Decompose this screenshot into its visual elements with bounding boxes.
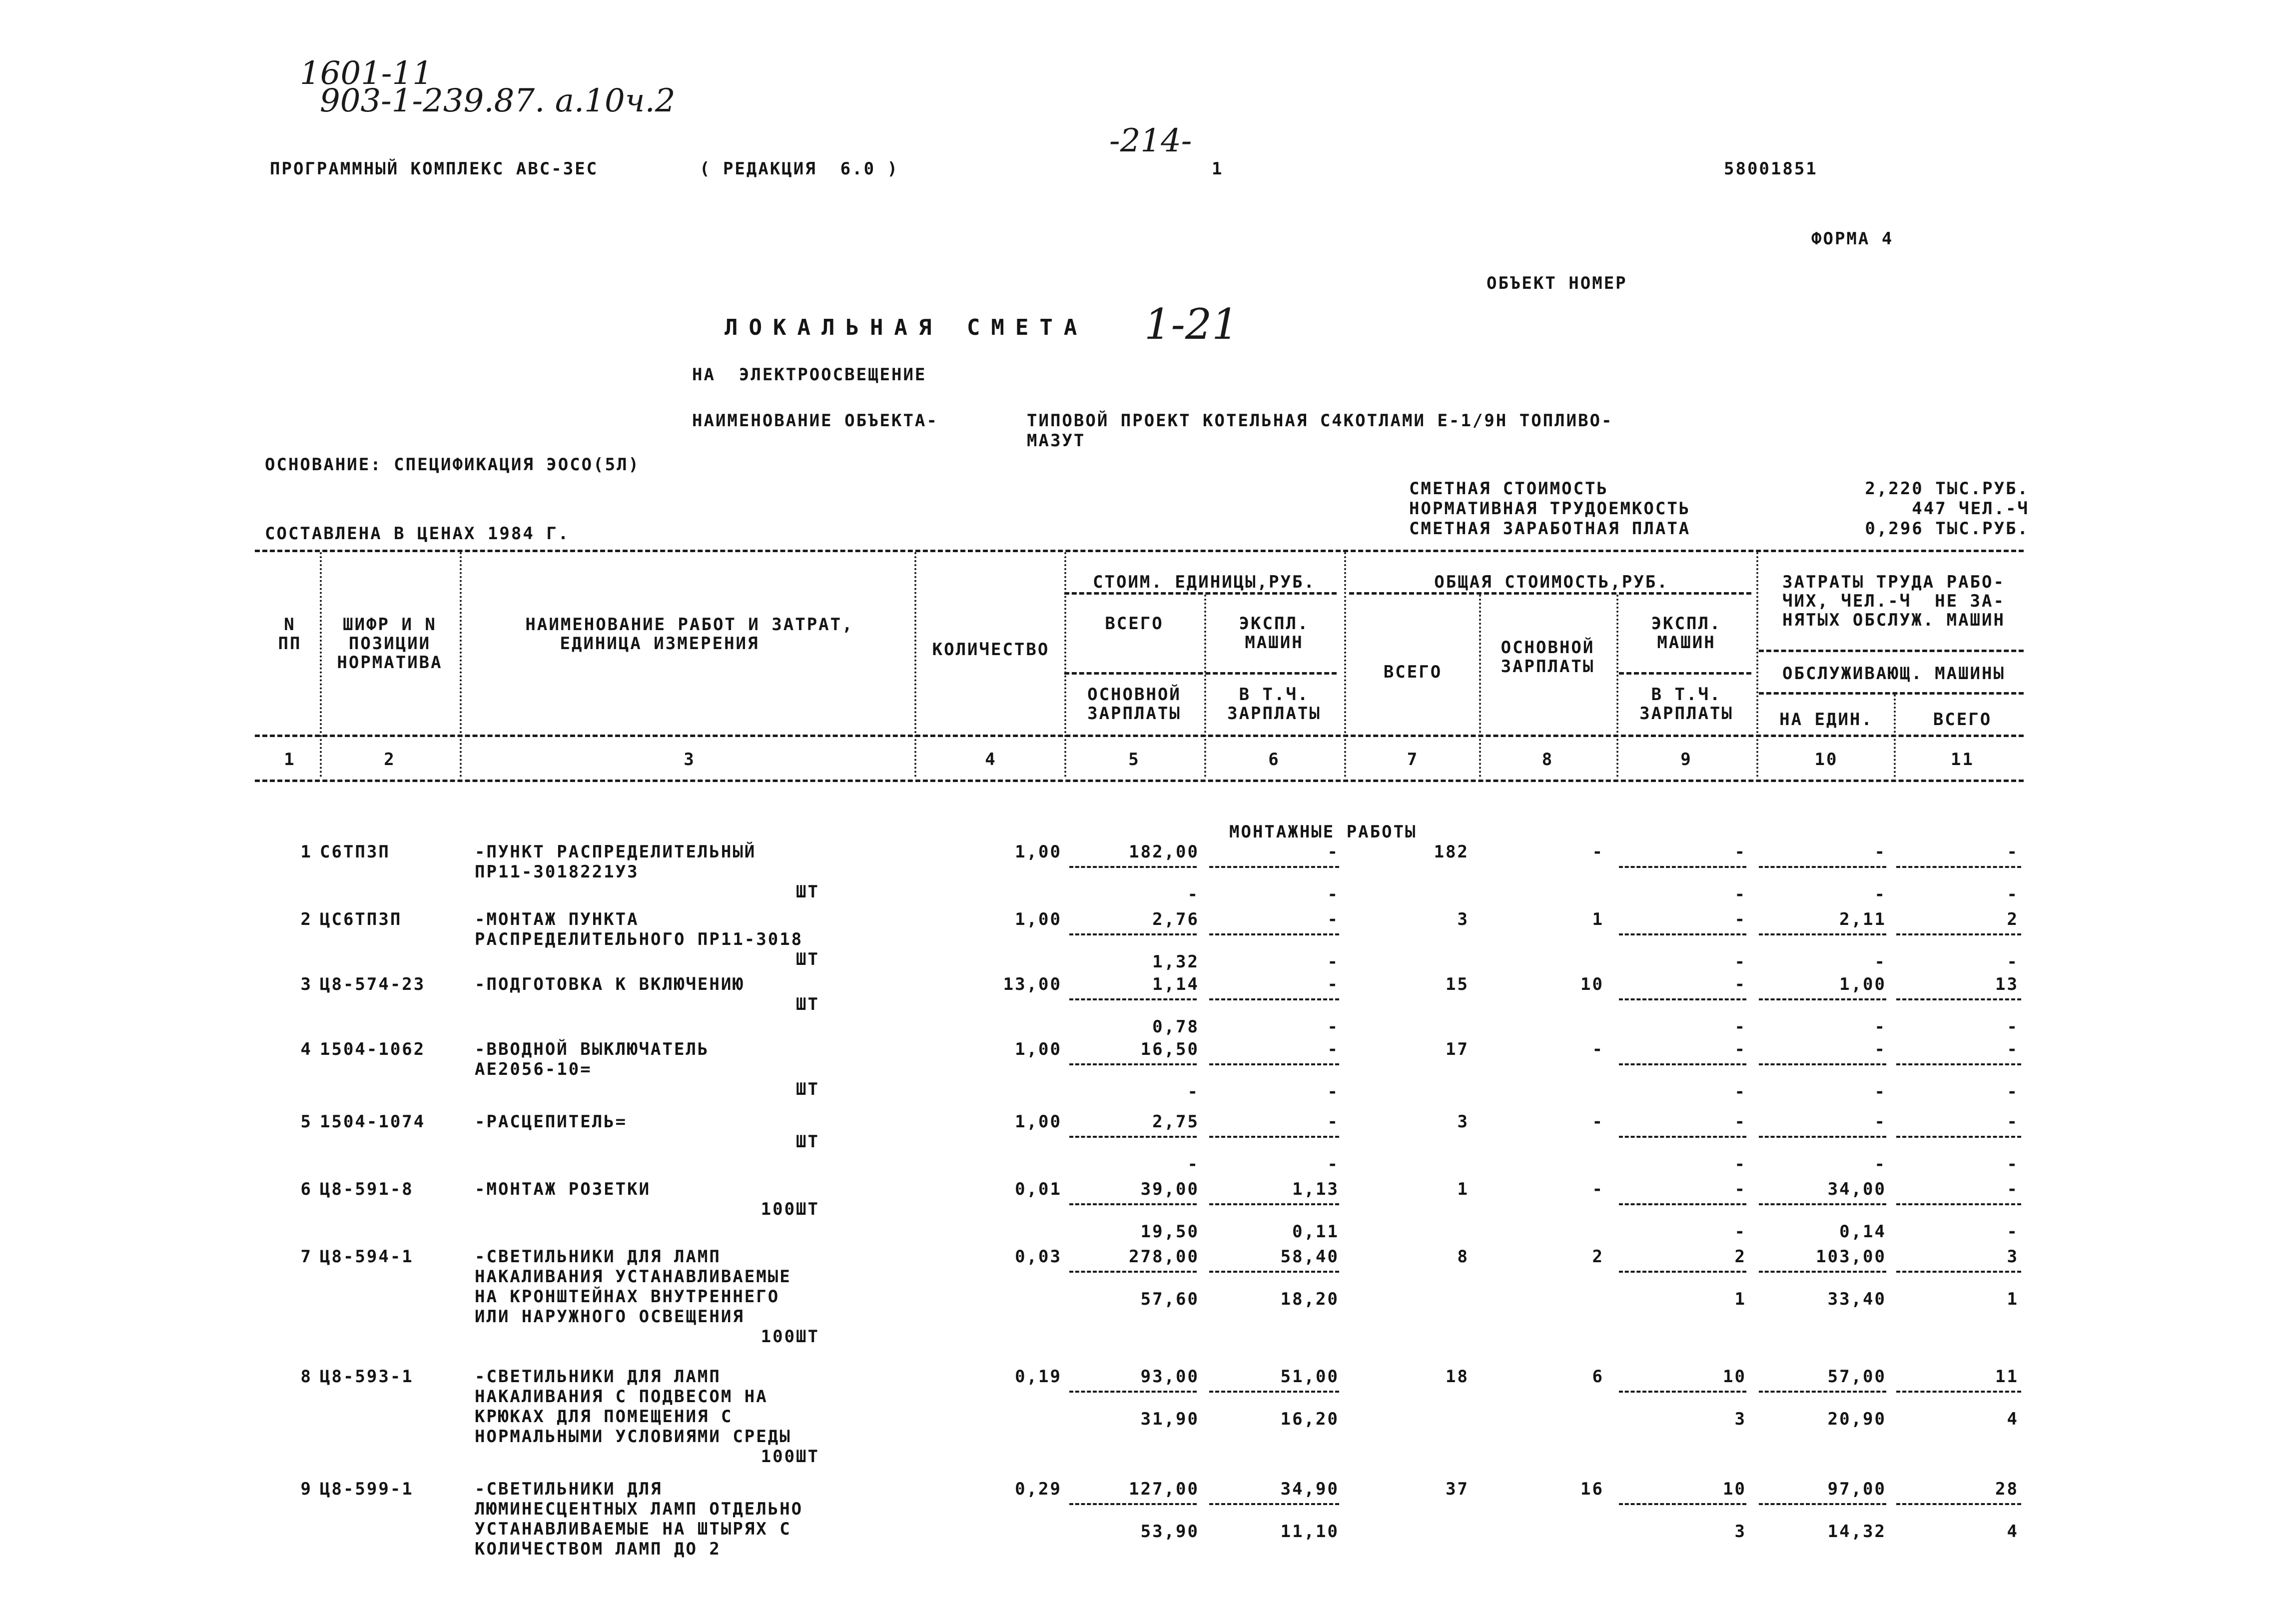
row-c7: 15 <box>1446 974 1469 994</box>
colnum-8: 8 <box>1541 750 1554 770</box>
row-sub-rule <box>1069 1271 1197 1273</box>
row-c6: - <box>1327 974 1339 994</box>
price-level: СОСТАВЛЕНА В ЦЕНАХ 1984 Г. <box>265 524 570 544</box>
hdr-qty: КОЛИЧЕСТВО <box>932 640 1050 660</box>
row-c7: 8 <box>1457 1247 1469 1267</box>
row-name-line: ЛЮМИНЕСЦЕНТНЫХ ЛАМП ОТДЕЛЬНО <box>475 1499 803 1519</box>
row-c10-sub: 14,32 <box>1827 1522 1886 1542</box>
row-sub-rule <box>1619 1203 1746 1205</box>
row-name-line: -СВЕТИЛЬНИКИ ДЛЯ ЛАМП <box>475 1247 721 1267</box>
section-heading: МОНТАЖНЫЕ РАБОТЫ <box>1229 822 1417 842</box>
row-c9: 10 <box>1723 1479 1746 1499</box>
row-sub-rule <box>1209 1503 1339 1505</box>
doc-number: 58001851 <box>1724 159 1818 179</box>
hdr-pp: ПП <box>278 634 302 654</box>
row-c6: 51,00 <box>1280 1367 1339 1387</box>
row-c9: - <box>1734 842 1746 862</box>
row-c9-wage: - <box>1734 1017 1746 1037</box>
row-c8: - <box>1592 842 1604 862</box>
hdr-tc-mach-2: МАШИН <box>1657 633 1716 653</box>
row-sub-rule <box>1619 866 1746 868</box>
row-sub-rule <box>1896 866 2021 868</box>
row-code: Ц8-593-1 <box>320 1367 414 1387</box>
row-code: Ц8-591-8 <box>320 1179 414 1199</box>
row-sub-rule <box>1619 1063 1746 1065</box>
row-c6: - <box>1327 842 1339 862</box>
object-name-line1: ТИПОВОЙ ПРОЕКТ КОТЕЛЬНАЯ С4КОТЛАМИ Е-1/9Н ТОПЛИВО- <box>1027 411 1613 431</box>
row-c11: - <box>2007 1112 2019 1132</box>
summary-label-cost: СМЕТНАЯ СТОИМОСТЬ <box>1409 479 1608 499</box>
estimate-basis: ОСНОВАНИЕ: СПЕЦИФИКАЦИЯ ЭОСО(5Л) <box>265 455 641 475</box>
header-bottom-rule <box>255 735 2024 737</box>
row-c5-wage: - <box>1187 1154 1199 1174</box>
row-c11: 2 <box>2007 909 2019 929</box>
row-c9: - <box>1734 974 1746 994</box>
row-sub-rule <box>1209 1136 1339 1138</box>
row-c5-wage: - <box>1187 884 1199 904</box>
row-sub-rule <box>1759 1136 1886 1138</box>
row-sub-rule <box>1896 1136 2021 1138</box>
summary-label-labor: НОРМАТИВНАЯ ТРУДОЕМКОСТЬ <box>1409 499 1691 519</box>
row-c5-wage: 0,78 <box>1152 1017 1199 1037</box>
row-c5: 1,14 <box>1152 974 1199 994</box>
hdr-unit-cost: СТОИМ. ЕДИНИЦЫ,РУБ. <box>1093 572 1316 592</box>
hdr-labor-3: НЯТЫХ ОБСЛУЖ. МАШИН <box>1782 610 2005 630</box>
document-title: ЛОКАЛЬНАЯ СМЕТА <box>725 315 1088 340</box>
hdr-n: N <box>284 615 296 635</box>
row-name-line: НОРМАЛЬНЫМИ УСЛОВИЯМИ СРЕДЫ <box>475 1427 791 1447</box>
row-c11: 3 <box>2007 1247 2019 1267</box>
hdr-uc-wage-1: ОСНОВНОЙ <box>1087 685 1181 705</box>
row-c9: - <box>1734 909 1746 929</box>
total-cost-underline <box>1349 592 1751 595</box>
row-c6-wage: - <box>1327 1017 1339 1037</box>
handwritten-code-line2: 903-1-239.87. а.10ч.2 <box>320 82 676 119</box>
colnum-3: 3 <box>684 750 696 770</box>
row-c11: 28 <box>1995 1479 2019 1499</box>
hdr-uc-mach-2: МАШИН <box>1245 633 1304 653</box>
row-sub-rule <box>1896 998 2021 1000</box>
row-sub-rule <box>1759 933 1886 935</box>
row-c10-sub: 0,14 <box>1839 1222 1886 1242</box>
row-sub-rule <box>1209 1203 1339 1205</box>
row-c9-wage: - <box>1734 1154 1746 1174</box>
row-c5: 2,75 <box>1152 1112 1199 1132</box>
colnum-2: 2 <box>384 750 396 770</box>
col-sep-8 <box>1616 595 1618 777</box>
row-c6: - <box>1327 1039 1339 1059</box>
row-c10-sub: - <box>1874 1154 1886 1174</box>
row-unit: ШТ <box>796 994 819 1014</box>
row-sub-rule <box>1896 1063 2021 1065</box>
hdr-tc-wage-2: ЗАРПЛАТЫ <box>1501 657 1595 677</box>
col-sep-2 <box>460 552 462 777</box>
row-c9: - <box>1734 1039 1746 1059</box>
row-number: 2 <box>300 909 312 929</box>
row-sub-rule <box>1619 933 1746 935</box>
row-name-line: -СВЕТИЛЬНИКИ ДЛЯ ЛАМП <box>475 1367 721 1387</box>
row-sub-rule <box>1209 1063 1339 1065</box>
colnum-10: 10 <box>1814 750 1838 770</box>
row-c6: 34,90 <box>1280 1479 1339 1499</box>
row-c8: 10 <box>1580 974 1604 994</box>
row-c5: 2,76 <box>1152 909 1199 929</box>
row-c6-wage: - <box>1327 884 1339 904</box>
col-sep-7 <box>1479 595 1481 777</box>
row-sub-rule <box>1896 1203 2021 1205</box>
row-code: С6ТП3П <box>320 842 390 862</box>
row-c11-sub: - <box>2007 1017 2019 1037</box>
row-number: 5 <box>300 1112 312 1132</box>
row-sub-rule <box>1896 933 2021 935</box>
row-quantity: 13,00 <box>1003 974 1062 994</box>
row-c5-wage: 57,60 <box>1140 1289 1199 1309</box>
table-top-rule <box>255 550 2024 552</box>
row-c6-wage: - <box>1327 952 1339 972</box>
hdr-labor-unit: НА ЕДИН. <box>1779 710 1873 730</box>
row-c5: 16,50 <box>1140 1039 1199 1059</box>
row-c11-sub: - <box>2007 952 2019 972</box>
row-c6-wage: - <box>1327 1154 1339 1174</box>
row-c8: - <box>1592 1179 1604 1199</box>
row-quantity: 0,03 <box>1015 1247 1062 1267</box>
row-c9-wage: - <box>1734 952 1746 972</box>
row-unit: ШТ <box>796 882 819 902</box>
hdr-tc-mach-1: ЭКСПЛ. <box>1651 614 1722 634</box>
row-name-line: КРЮКАХ ДЛЯ ПОМЕЩЕНИЯ С <box>475 1407 733 1427</box>
colnum-1: 1 <box>284 750 296 770</box>
hdr-uc-incl-2: ЗАРПЛАТЫ <box>1227 704 1321 724</box>
row-c9: 2 <box>1734 1247 1746 1267</box>
row-sub-rule <box>1896 1503 2021 1505</box>
row-c6: - <box>1327 1112 1339 1132</box>
hdr-uc-wage-2: ЗАРПЛАТЫ <box>1087 704 1181 724</box>
row-c11: - <box>2007 842 2019 862</box>
row-c7: 18 <box>1446 1367 1469 1387</box>
row-unit: ШТ <box>796 1079 819 1099</box>
program-edition: ( РЕДАКЦИЯ 6.0 ) <box>700 159 899 179</box>
colnum-7: 7 <box>1407 750 1419 770</box>
hdr-name-1: НАИМЕНОВАНИЕ РАБОТ И ЗАТРАТ, <box>525 615 854 635</box>
row-sub-rule <box>1069 1391 1197 1393</box>
row-number: 3 <box>300 974 312 994</box>
row-code: 1504-1062 <box>320 1039 426 1059</box>
row-name-line: РАСПРЕДЕЛИТЕЛЬНОГО ПР11-3018 <box>475 929 803 949</box>
row-quantity: 0,19 <box>1015 1367 1062 1387</box>
handwritten-sheet-number: 1-21 <box>1144 300 1239 349</box>
row-c10-sub: - <box>1874 884 1886 904</box>
row-c10: 34,00 <box>1827 1179 1886 1199</box>
row-c5-wage: 53,90 <box>1140 1522 1199 1542</box>
row-c10-sub: - <box>1874 1082 1886 1102</box>
row-sub-rule <box>1069 1063 1197 1065</box>
row-sub-rule <box>1209 1271 1339 1273</box>
row-c5-wage: 1,32 <box>1152 952 1199 972</box>
handwritten-code-line1: 1601-11 <box>300 55 433 92</box>
row-sub-rule <box>1896 1271 2021 1273</box>
row-sub-rule <box>1069 1136 1197 1138</box>
col-sep-6 <box>1344 552 1346 777</box>
row-c10-sub: 33,40 <box>1827 1289 1886 1309</box>
row-sub-rule <box>1619 1391 1746 1393</box>
row-c10: 57,00 <box>1827 1367 1886 1387</box>
row-sub-rule <box>1759 1063 1886 1065</box>
row-code: Ц8-594-1 <box>320 1247 414 1267</box>
row-sub-rule <box>1759 866 1886 868</box>
row-c10-sub: - <box>1874 1017 1886 1037</box>
row-c11: 11 <box>1995 1367 2019 1387</box>
row-code: Ц8-599-1 <box>320 1479 414 1499</box>
row-sub-rule <box>1759 1503 1886 1505</box>
tc-mid-rule <box>1619 672 1751 675</box>
row-c11-sub: - <box>2007 1154 2019 1174</box>
row-sub-rule <box>1069 866 1197 868</box>
row-sub-rule <box>1619 998 1746 1000</box>
row-sub-rule <box>1896 1391 2021 1393</box>
object-name-line2: МАЗУТ <box>1027 431 1086 451</box>
row-c8: 16 <box>1580 1479 1604 1499</box>
summary-value-labor: 447 ЧЕЛ.-Ч <box>1912 499 2029 519</box>
row-c6: - <box>1327 909 1339 929</box>
row-sub-rule <box>1209 998 1339 1000</box>
row-c10: 97,00 <box>1827 1479 1886 1499</box>
row-unit: 100ШТ <box>760 1327 819 1347</box>
hdr-uc-incl-1: В Т.Ч. <box>1239 685 1310 705</box>
hdr-total-cost: ОБЩАЯ СТОИМОСТЬ,РУБ. <box>1434 572 1669 592</box>
row-quantity: 1,00 <box>1015 842 1062 862</box>
row-c5-wage: 31,90 <box>1140 1409 1199 1429</box>
row-sub-rule <box>1619 1503 1746 1505</box>
object-number-label: ОБЪЕКТ НОМЕР <box>1487 273 1627 293</box>
row-c9-wage: 1 <box>1734 1289 1746 1309</box>
row-c7: 3 <box>1457 1112 1469 1132</box>
row-c10: 1,00 <box>1839 974 1886 994</box>
row-name-line: -ВВОДНОЙ ВЫКЛЮЧАТЕЛЬ <box>475 1039 710 1059</box>
hdr-uc-total: ВСЕГО <box>1105 614 1164 634</box>
row-name-line: УСТАНАВЛИВАЕМЫЕ НА ШТЫРЯХ С <box>475 1519 791 1539</box>
row-c6-wage: 11,10 <box>1280 1522 1339 1542</box>
hdr-uc-mach-1: ЭКСПЛ. <box>1239 614 1310 634</box>
row-sub-rule <box>1619 1136 1746 1138</box>
row-sub-rule <box>1069 933 1197 935</box>
hdr-code-3: НОРМАТИВА <box>337 653 443 673</box>
row-name-line: АЕ2056-10= <box>475 1059 592 1079</box>
row-quantity: 0,01 <box>1015 1179 1062 1199</box>
row-c11-sub: - <box>2007 884 2019 904</box>
row-quantity: 1,00 <box>1015 1112 1062 1132</box>
col-sep-1 <box>320 552 322 777</box>
colnum-11: 11 <box>1951 750 1974 770</box>
row-c7: 17 <box>1446 1039 1469 1059</box>
row-sub-rule <box>1069 998 1197 1000</box>
row-number: 9 <box>300 1479 312 1499</box>
hdr-labor-sub: ОБСЛУЖИВАЮЩ. МАШИНЫ <box>1782 664 2005 684</box>
row-name-line: НАКАЛИВАНИЯ С ПОДВЕСОМ НА <box>475 1387 768 1407</box>
row-quantity: 1,00 <box>1015 1039 1062 1059</box>
row-c10: - <box>1874 1039 1886 1059</box>
row-c10-sub: - <box>1874 952 1886 972</box>
hdr-labor-total: ВСЕГО <box>1933 710 1992 730</box>
row-c9: - <box>1734 1112 1746 1132</box>
object-name-label: НАИМЕНОВАНИЕ ОБЪЕКТА- <box>692 411 938 431</box>
page-num: 1 <box>1212 159 1224 179</box>
row-name-line: -МОНТАЖ ПУНКТА <box>475 909 639 929</box>
col-sep-9 <box>1756 552 1758 777</box>
summary-value-cost: 2,220 ТЫС.РУБ. <box>1865 479 2029 499</box>
row-c9-wage: - <box>1734 884 1746 904</box>
row-c5-wage: - <box>1187 1082 1199 1102</box>
handwritten-page-number: -214- <box>1109 122 1192 159</box>
row-c9: - <box>1734 1179 1746 1199</box>
row-name-line: -РАСЦЕПИТЕЛЬ= <box>475 1112 628 1132</box>
row-sub-rule <box>1759 998 1886 1000</box>
row-c10: - <box>1874 842 1886 862</box>
hdr-tc-wage-1: ОСНОВНОЙ <box>1501 638 1595 658</box>
row-c11: - <box>2007 1039 2019 1059</box>
hdr-tc-total: ВСЕГО <box>1383 662 1443 682</box>
col-sep-10 <box>1894 695 1896 777</box>
row-quantity: 1,00 <box>1015 909 1062 929</box>
row-sub-rule <box>1209 866 1339 868</box>
hdr-tc-incl-2: ЗАРПЛАТЫ <box>1639 704 1733 724</box>
row-quantity: 0,29 <box>1015 1479 1062 1499</box>
row-sub-rule <box>1209 933 1339 935</box>
row-c6-wage: 16,20 <box>1280 1409 1339 1429</box>
row-c5: 93,00 <box>1140 1367 1199 1387</box>
col-sep-3 <box>914 552 916 777</box>
row-name-line: НА КРОНШТЕЙНАХ ВНУТРЕННЕГО <box>475 1287 780 1307</box>
row-c5-wage: 19,50 <box>1140 1222 1199 1242</box>
row-c9-wage: - <box>1734 1222 1746 1242</box>
row-c11-sub: 1 <box>2007 1289 2019 1309</box>
row-sub-rule <box>1069 1203 1197 1205</box>
row-c7: 37 <box>1446 1479 1469 1499</box>
row-c9: 10 <box>1723 1367 1746 1387</box>
row-c5: 278,00 <box>1129 1247 1199 1267</box>
row-c6-wage: - <box>1327 1082 1339 1102</box>
hdr-labor-2: ЧИХ, ЧЕЛ.-Ч НЕ ЗА- <box>1782 591 2005 611</box>
row-c9-wage: - <box>1734 1082 1746 1102</box>
row-c6-wage: 0,11 <box>1292 1222 1339 1242</box>
row-c8: 6 <box>1592 1367 1604 1387</box>
row-name-line: КОЛИЧЕСТВОМ ЛАМП ДО 2 <box>475 1539 721 1559</box>
hdr-labor-1: ЗАТРАТЫ ТРУДА РАБО- <box>1782 572 2005 592</box>
labor-underline <box>1759 650 2024 652</box>
estimate-purpose: НА ЭЛЕКТРООСВЕЩЕНИЕ <box>692 365 927 385</box>
summary-value-wage: 0,296 ТЫС.РУБ. <box>1865 519 2029 539</box>
row-name-line: -СВЕТИЛЬНИКИ ДЛЯ <box>475 1479 663 1499</box>
colnum-9: 9 <box>1680 750 1692 770</box>
colnum-5: 5 <box>1128 750 1140 770</box>
row-c11-sub: 4 <box>2007 1409 2019 1429</box>
row-unit: ШТ <box>796 1132 819 1152</box>
row-c8: 2 <box>1592 1247 1604 1267</box>
row-c10: 2,11 <box>1839 909 1886 929</box>
row-sub-rule <box>1759 1203 1886 1205</box>
row-c11-sub: - <box>2007 1222 2019 1242</box>
row-c6: 58,40 <box>1280 1247 1339 1267</box>
row-name-line: -ПУНКТ РАСПРЕДЕЛИТЕЛЬНЫЙ <box>475 842 757 862</box>
hdr-name-2: ЕДИНИЦА ИЗМЕРЕНИЯ <box>560 634 759 654</box>
row-c10: - <box>1874 1112 1886 1132</box>
row-name-line: НАКАЛИВАНИЯ УСТАНАВЛИВАЕМЫЕ <box>475 1267 791 1287</box>
row-c8: 1 <box>1592 909 1604 929</box>
row-c11: - <box>2007 1179 2019 1199</box>
summary-label-wage: СМЕТНАЯ ЗАРАБОТНАЯ ПЛАТА <box>1409 519 1691 539</box>
row-name-line: -ПОДГОТОВКА К ВКЛЮЧЕНИЮ <box>475 974 745 994</box>
row-c7: 1 <box>1457 1179 1469 1199</box>
col-sep-5 <box>1204 595 1206 777</box>
row-c9-wage: 3 <box>1734 1522 1746 1542</box>
row-c10: 103,00 <box>1816 1247 1886 1267</box>
row-number: 4 <box>300 1039 312 1059</box>
unit-cost-underline <box>1064 592 1337 595</box>
form-label: ФОРМА 4 <box>1811 229 1894 249</box>
row-c8: - <box>1592 1112 1604 1132</box>
row-unit: 100ШТ <box>760 1199 819 1219</box>
row-unit: ШТ <box>796 949 819 969</box>
row-number: 6 <box>300 1179 312 1199</box>
row-c6-wage: 18,20 <box>1280 1289 1339 1309</box>
row-sub-rule <box>1759 1271 1886 1273</box>
program-name: ПРОГРАММНЫЙ КОМПЛЕКС АВС-3ЕС <box>270 159 599 179</box>
row-code: 1504-1074 <box>320 1112 426 1132</box>
row-code: ЦС6ТП3П <box>320 909 402 929</box>
hdr-code-1: ШИФР И N <box>343 615 437 635</box>
row-c11-sub: 4 <box>2007 1522 2019 1542</box>
colnum-4: 4 <box>985 750 997 770</box>
row-number: 7 <box>300 1247 312 1267</box>
hdr-code-2: ПОЗИЦИИ <box>348 634 431 654</box>
row-c7: 3 <box>1457 909 1469 929</box>
labor-mid-rule <box>1759 692 2024 695</box>
row-c7: 182 <box>1434 842 1469 862</box>
row-number: 1 <box>300 842 312 862</box>
row-sub-rule <box>1209 1391 1339 1393</box>
row-name-line: -МОНТАЖ РОЗЕТКИ <box>475 1179 651 1199</box>
row-number: 8 <box>300 1367 312 1387</box>
row-unit: 100ШТ <box>760 1447 819 1467</box>
colnum-6: 6 <box>1268 750 1280 770</box>
row-c11-sub: - <box>2007 1082 2019 1102</box>
row-sub-rule <box>1619 1271 1746 1273</box>
numbers-bottom-rule <box>255 780 2024 782</box>
row-c8: - <box>1592 1039 1604 1059</box>
row-name-line: ПР11-3018221У3 <box>475 862 639 882</box>
row-c5: 39,00 <box>1140 1179 1199 1199</box>
row-c5: 127,00 <box>1129 1479 1199 1499</box>
row-c5: 182,00 <box>1129 842 1199 862</box>
row-c9-wage: 3 <box>1734 1409 1746 1429</box>
row-sub-rule <box>1069 1503 1197 1505</box>
unit-cost-mid-rule <box>1064 672 1337 675</box>
row-c11: 13 <box>1995 974 2019 994</box>
row-sub-rule <box>1759 1391 1886 1393</box>
hdr-tc-incl-1: В Т.Ч. <box>1651 685 1722 705</box>
row-c10-sub: 20,90 <box>1827 1409 1886 1429</box>
row-code: Ц8-574-23 <box>320 974 426 994</box>
row-c6: 1,13 <box>1292 1179 1339 1199</box>
row-name-line: ИЛИ НАРУЖНОГО ОСВЕЩЕНИЯ <box>475 1307 745 1327</box>
col-sep-4 <box>1064 552 1066 777</box>
